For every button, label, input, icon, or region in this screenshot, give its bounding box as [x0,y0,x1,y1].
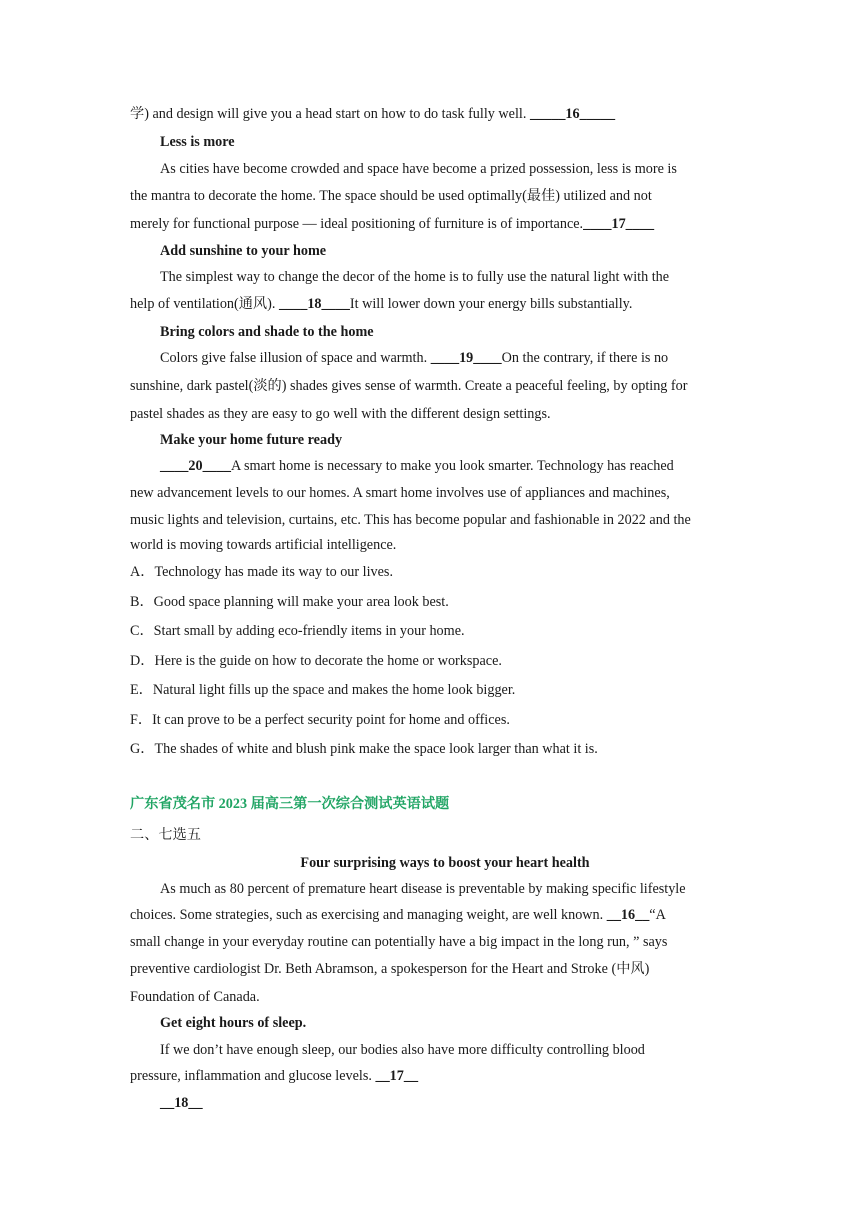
option-b: B．Good space planning will make your area look best. [130,594,449,610]
text-line: pastel shades as they are easy to go well with the different design settings. [130,406,551,422]
text-line: world is moving towards artificial intelligence. [130,537,397,553]
option-a: A．Technology has made its way to our lives. [130,564,394,580]
heading-future-ready: Make your home future ready [160,432,343,448]
blank-17: ____17____ [583,216,655,232]
blank-16: __16__ [606,907,650,923]
passage-title: Four surprising ways to boost your heart health [300,855,590,871]
option-e: E．Natural light fills up the space and makes the home look bigger. [130,682,516,698]
blank-17: __17__ [375,1068,419,1084]
blank-18: __18__ [160,1095,203,1111]
text-line: sunshine, dark pastel(淡的) shades gives sense of warmth. Create a peaceful feeling, by opting for [130,378,688,394]
blank-16: _____16_____ [529,106,616,122]
text-line: Colors give false illusion of space and warmth. ____19____On the contrary, if there is no [160,350,669,366]
blank-20: ____20____ [160,458,231,474]
text-line: merely for functional purpose — ideal positioning of furniture is of importance.____17____ [130,216,655,232]
section-heading: 二、七选五 [130,827,201,843]
text-line: Foundation of Canada. [130,989,260,1005]
text-line: the mantra to decorate the home. The space should be used optimally(最佳) utilized and not [130,188,652,204]
text-line: 学) and design will give you a head start on how to do task fully well. _____16_____ [130,106,616,122]
text-line: If we don’t have enough sleep, our bodies also have more difficulty controlling blood [160,1042,645,1058]
heading-bring-colors: Bring colors and shade to the home [160,324,374,340]
text-line: small change in your everyday routine can potentially have a big impact in the long run, ” says [130,934,668,950]
heading-get-sleep: Get eight hours of sleep. [160,1015,307,1031]
text-line: choices. Some strategies, such as exercising and managing weight, are well known. __16__“A [130,907,666,923]
heading-less-is-more: Less is more [160,134,235,150]
heading-add-sunshine: Add sunshine to your home [160,243,327,259]
source-heading: 广东省茂名市 2023 届高三第一次综合测试英语试题 [130,796,450,812]
text-line: As much as 80 percent of premature heart disease is preventable by making specific lifestyle [160,881,686,897]
text-line: help of ventilation(通风). ____18____It will lower down your energy bills substantially. [130,296,633,312]
text-line: The simplest way to change the decor of the home is to fully use the natural light with the [160,269,670,285]
option-g: G．The shades of white and blush pink make the space look larger than what it is. [130,741,598,757]
option-d: D．Here is the guide on how to decorate the home or workspace. [130,653,502,669]
text-line: preventive cardiologist Dr. Beth Abramson, a spokesperson for the Heart and Stroke (中风) [130,961,650,977]
text-line: new advancement levels to our homes. A smart home involves use of appliances and machines, [130,485,670,501]
option-c: C．Start small by adding eco-friendly items in your home. [130,623,465,639]
text-line: music lights and television, curtains, etc. This has become popular and fashionable in 2022 and the [130,512,691,528]
text-line: ____20____A smart home is necessary to make you look smarter. Technology has reached [160,458,674,474]
blank-19: ____19____ [430,350,502,366]
text-line: As cities have become crowded and space have become a prized possession, less is more is [160,161,677,177]
blank-18: ____18____ [278,296,350,312]
option-f: F．It can prove to be a perfect security point for home and offices. [130,712,510,728]
text-line: pressure, inflammation and glucose levels. __17__ [130,1068,419,1084]
